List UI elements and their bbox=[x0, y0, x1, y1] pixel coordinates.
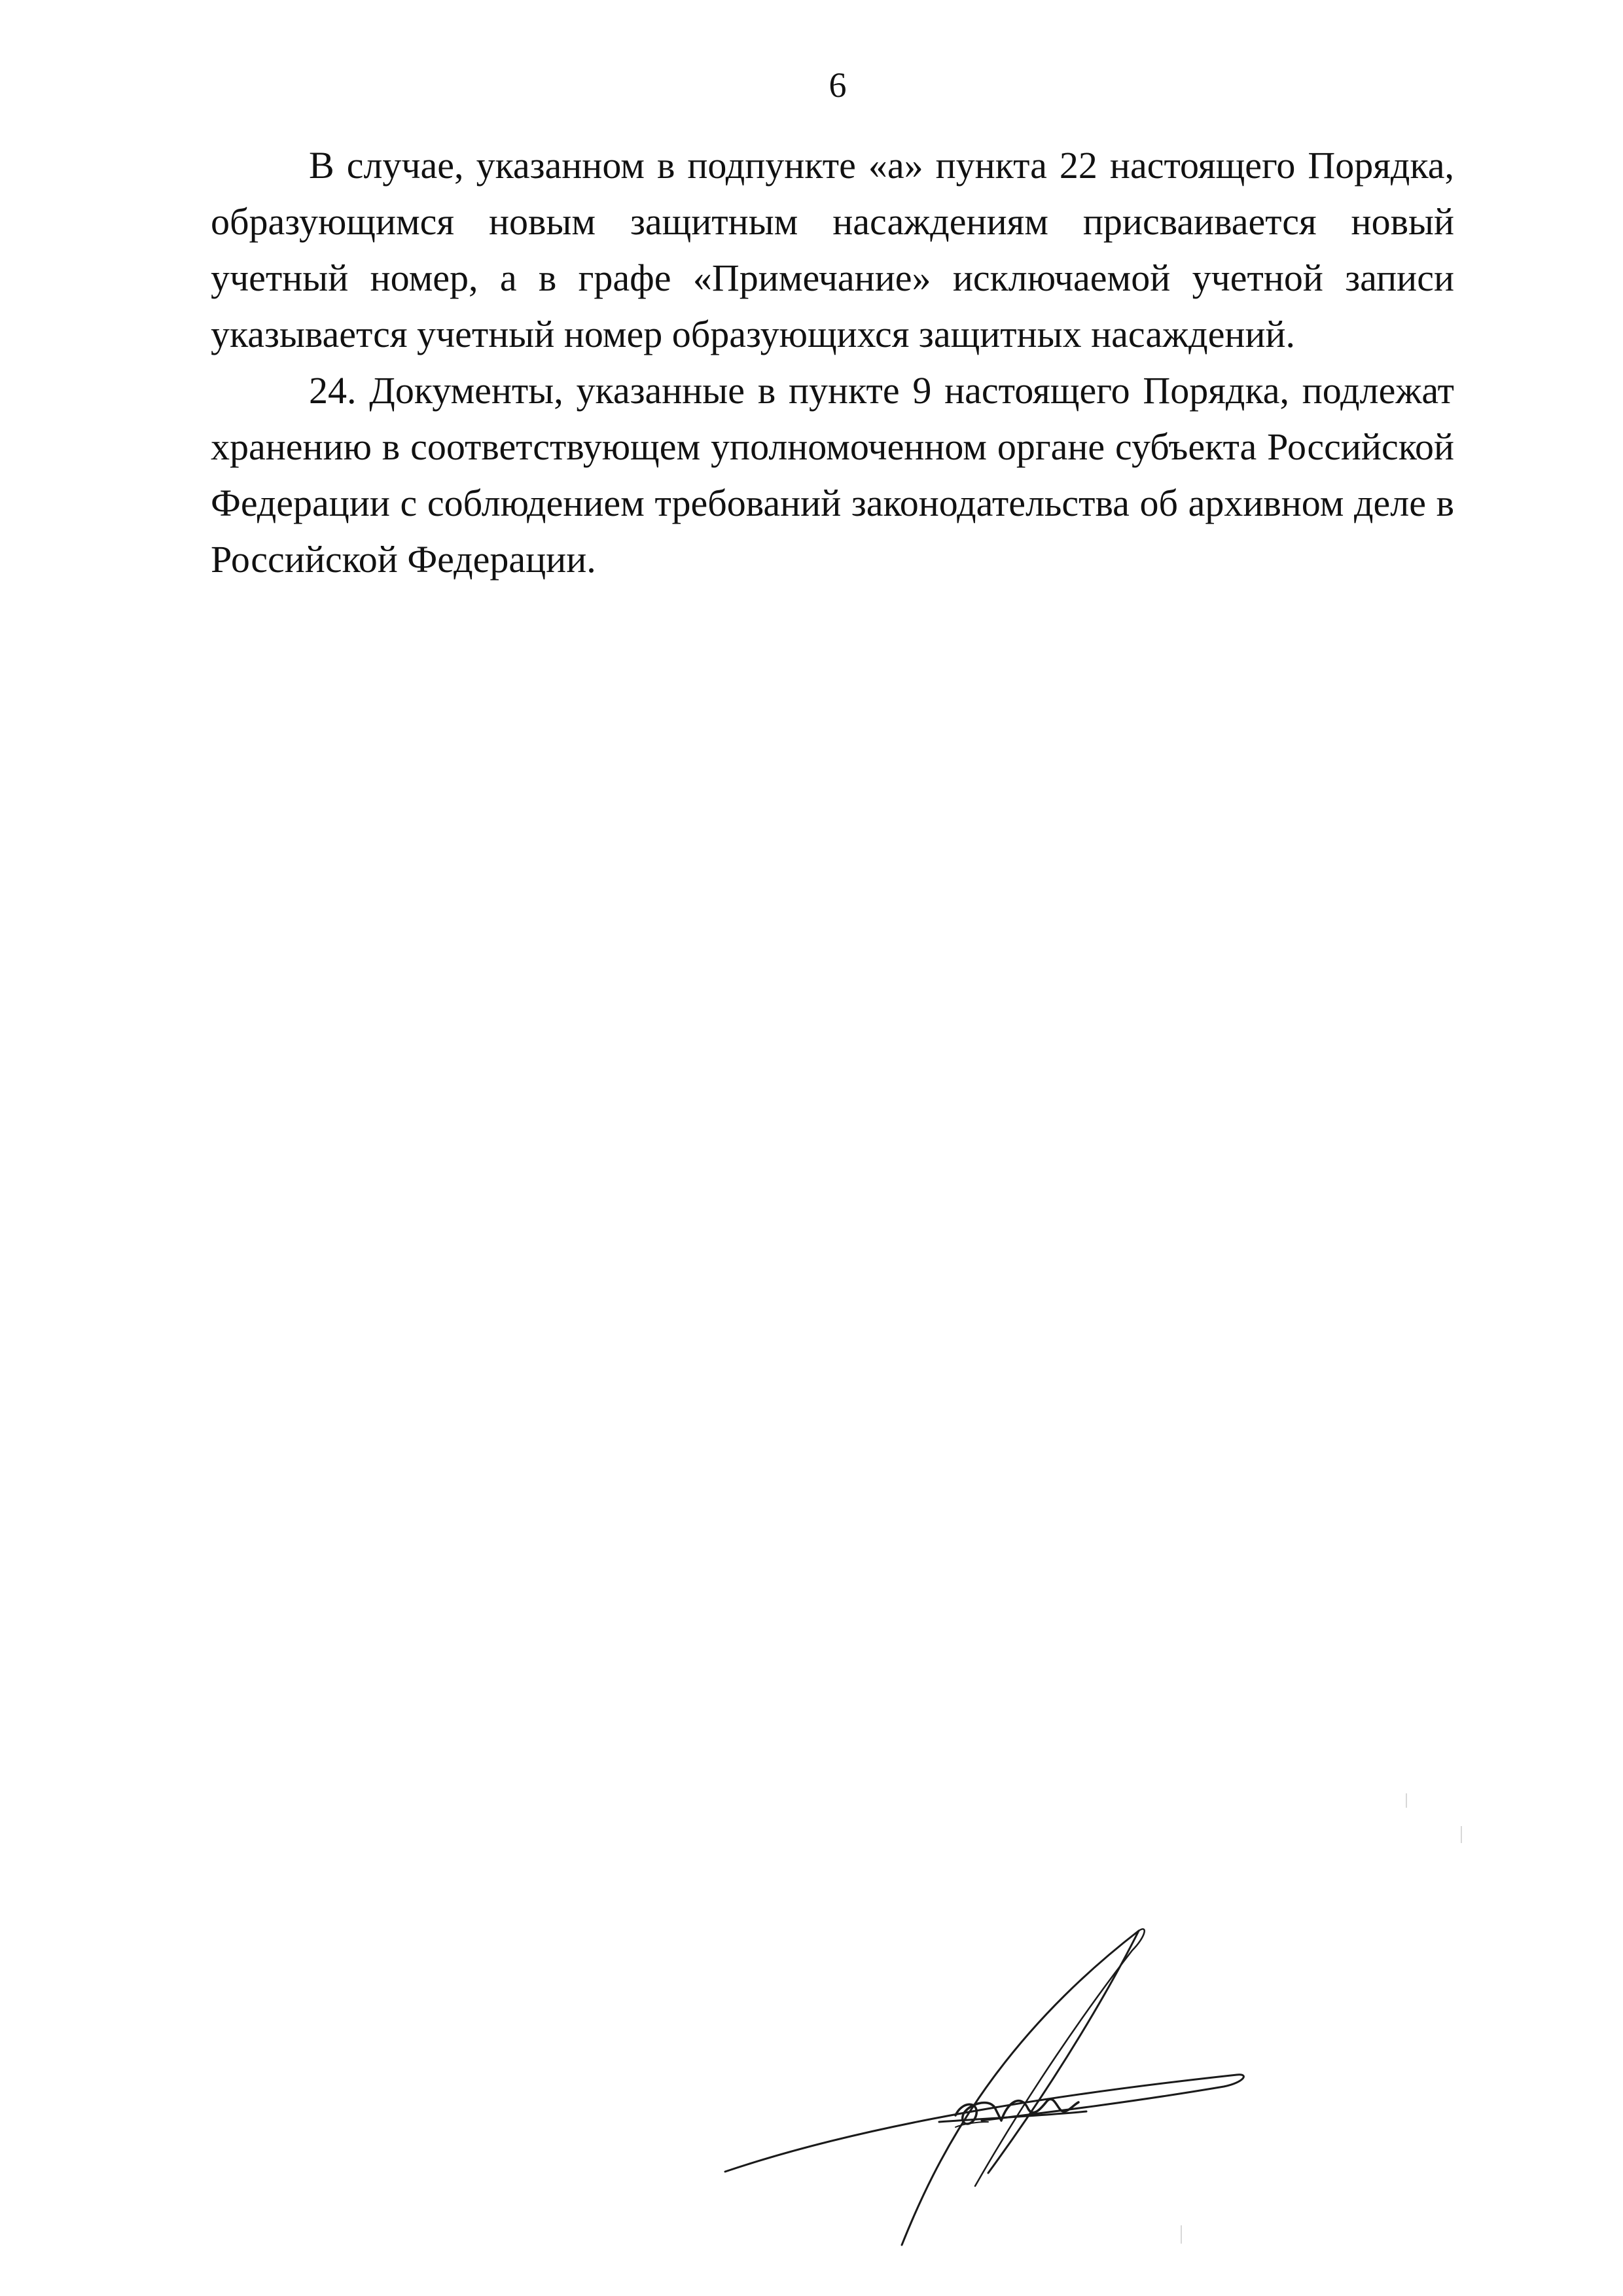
paragraph-replacement-registration: В случае, указанном в подпункте «а» пункта 22 настоящего Порядка, образующимся новым защитным насаждениям присваивается новый учетный номер, а в графе «Примечание» исключаемой учетной записи указывается учетный номер образующихся защитных насаждений. bbox=[211, 144, 1454, 355]
document-body bbox=[211, 137, 1454, 588]
signature-stroke-main bbox=[902, 1931, 1139, 2245]
scan-artifact bbox=[1181, 2225, 1182, 2244]
page-number: 6 bbox=[829, 65, 847, 105]
scan-artifact bbox=[1406, 1793, 1407, 1808]
signature-stroke-loop bbox=[975, 1929, 1145, 2186]
scan-artifact bbox=[1461, 1826, 1462, 1843]
handwritten-signature-icon bbox=[720, 1911, 1257, 2251]
paragraph-24-document-storage: 24. Документы, указанные в пункте 9 настоящего Порядка, подлежат хранению в соответствующем уполномоченном органе субъекта Российской Федерации с соблюдением требований законодательства об архивном деле в Российской Федерации. bbox=[211, 369, 1454, 581]
